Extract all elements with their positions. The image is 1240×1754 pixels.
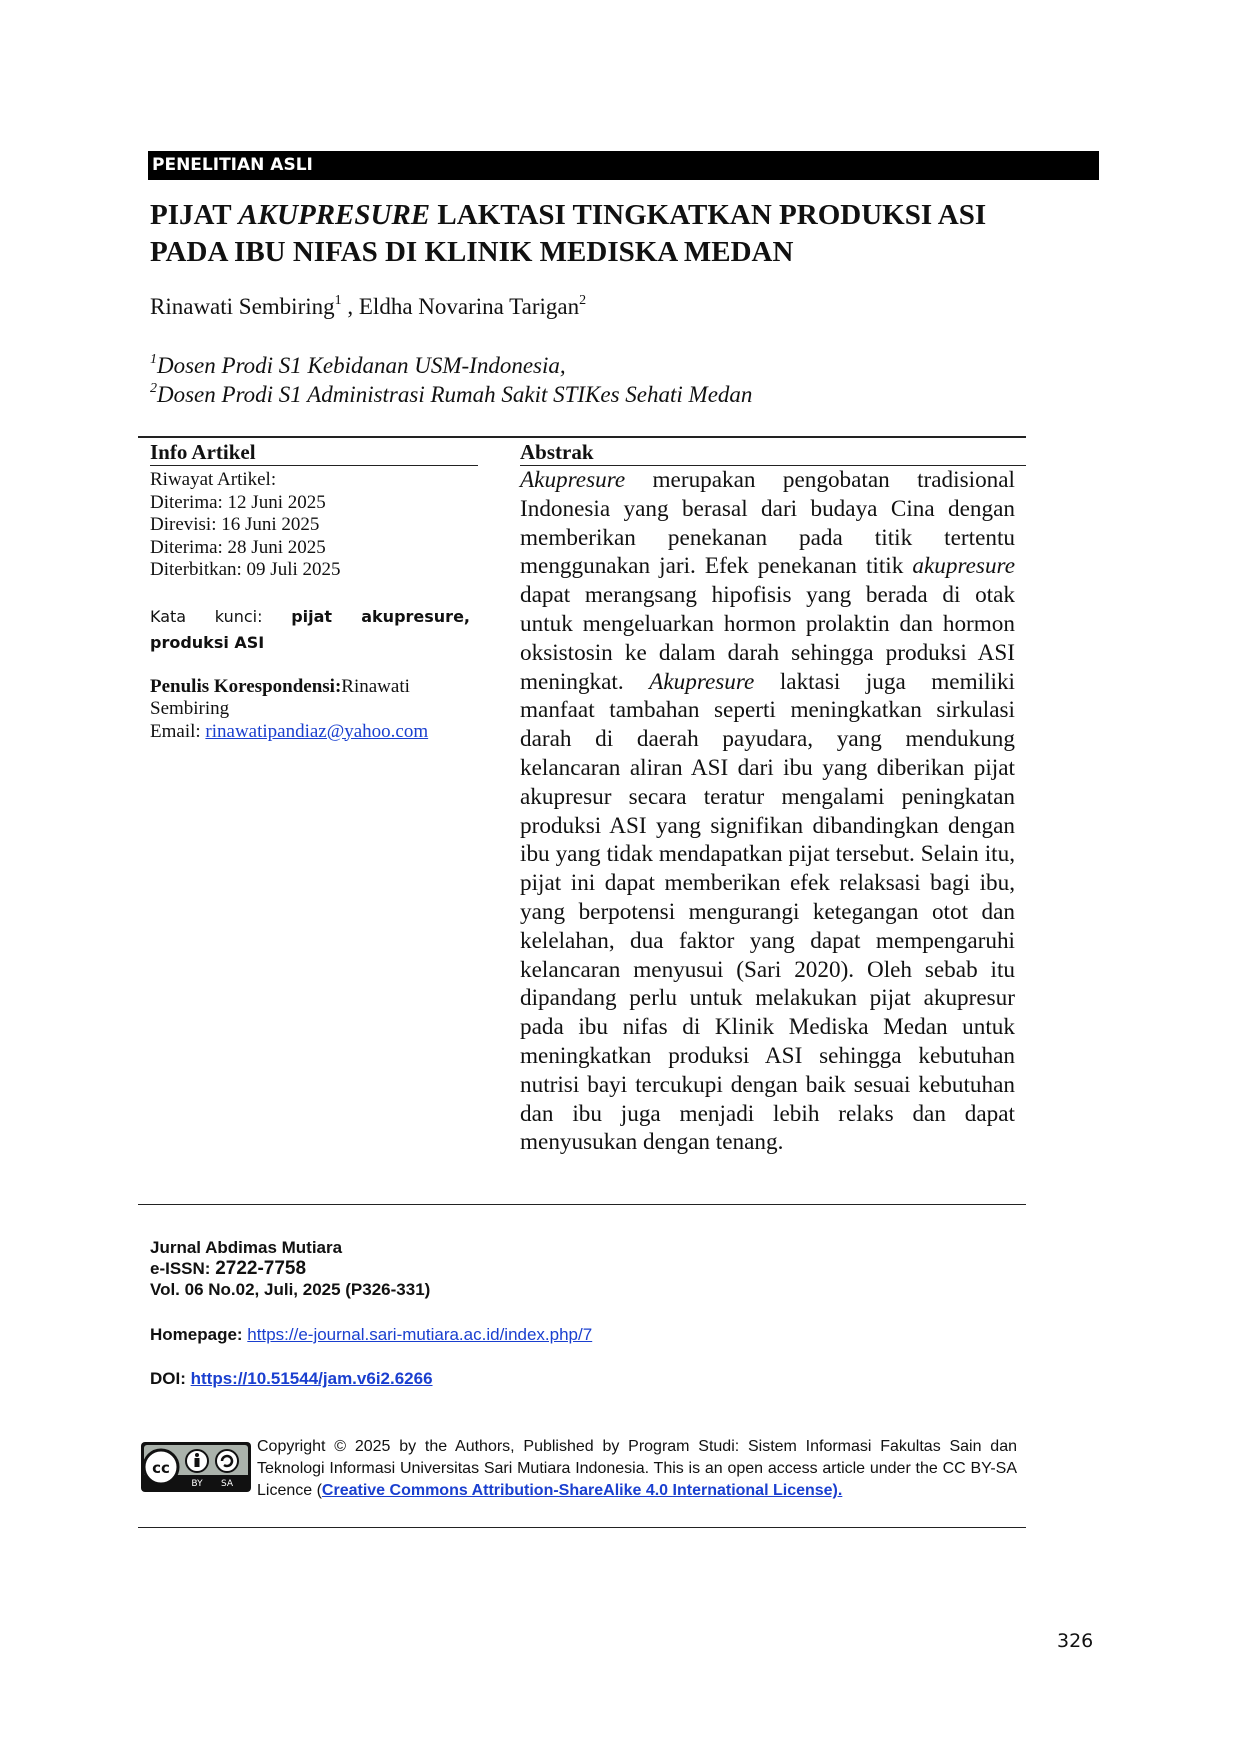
title-part-1: PIJAT — [150, 199, 239, 231]
article-title — [150, 197, 1050, 271]
affiliation-marker: 2 — [150, 381, 157, 396]
info-heading: Info Artikel — [150, 440, 256, 464]
title-line-2: PADA IBU NIFAS DI KLINIK MEDISKA MEDAN — [150, 236, 794, 268]
title-part-3: LAKTASI TINGKATKAN PRODUKSI ASI — [430, 199, 987, 231]
email-link[interactable]: rinawatipandiaz@yahoo.com — [205, 720, 429, 742]
abstract-text — [520, 466, 1015, 1157]
abstract-italic-term: Akupresure — [520, 467, 626, 493]
journal-name: Jurnal Abdimas Mutiara — [150, 1238, 343, 1257]
article-info — [150, 469, 470, 743]
author-list — [150, 293, 586, 320]
homepage-link[interactable]: https://e-journal.sari-mutiara.ac.id/index.php/7 — [247, 1325, 593, 1344]
footer-rule — [138, 1527, 1026, 1528]
title-part-2: AKUPRESURE — [238, 199, 431, 231]
keywords-text: pijat akupresure, produksi ASI — [150, 606, 470, 652]
issn-label: e-ISSN: — [150, 1259, 216, 1278]
info-heading-rule — [150, 465, 478, 466]
author-affil-marker: 2 — [579, 293, 587, 308]
affiliation — [150, 381, 752, 408]
copyright-notice — [257, 1436, 1017, 1502]
affiliation-text: Dosen Prodi S1 Administrasi Rumah Sakit STIKes Sehati Medan — [157, 382, 753, 407]
homepage-label: Homepage: — [150, 1325, 248, 1344]
abstract-text-part: laktasi juga memiliki manfaat tambahan seperti meningkatkan sirkulasi darah di daerah payudara, yang mendukung kelancaran aliran ASI dari ibu yang diberikan pijat akupresur secara teratur mengalami peningkatan produksi ASI yang signifikan dibandingkan dengan ibu yang tidak mendapatkan pijat tersebut. Selain itu, pijat ini dapat memberikan efek relaksasi bagi ibu, yang berpotensi mengurangi ketegangan otot dan kelelahan, dua faktor yang dapat mempengaruhi kelancaran menyusui (Sari 2020). Oleh sebab itu dipandang perlu untuk melakukan pijat akupresur pada ibu nifas di Klinik Mediska Medan untuk meningkatkan produksi ASI sehingga kebutuhan nutrisi bayi tercukupi dengan baik sesuai kebutuhan dan ibu juga menjadi lebih relaks dan dapat menyusukan dengan tenang. — [520, 668, 1015, 1156]
email-label: Email: — [150, 720, 206, 742]
author-name: Rinawati Sembiring — [150, 294, 335, 319]
abstract-italic-term: akupresure — [912, 553, 1015, 580]
section-label: PENELITIAN ASLI — [148, 151, 1099, 180]
license-link[interactable]: Creative Commons Attribution-ShareAlike 4.0 International License). — [321, 1482, 843, 1499]
journal-issn — [150, 1258, 430, 1279]
journal-info — [150, 1237, 430, 1300]
history-item: Direvisi: 16 Juni 2025 — [150, 514, 320, 535]
journal-volume: Vol. 06 No.02, Juli, 2025 (P326-331) — [150, 1280, 431, 1299]
abstract-text-part: merupakan pengobatan tradisional Indonesia yang berasal dari budaya Cina dengan memberikan penekanan pada titik tertentu menggunakan jari. Efek penekanan titik — [520, 467, 1015, 580]
corresponding-name: Rinawati Sembiring — [150, 675, 410, 719]
abstract-text-part: dapat merangsang hipofisis yang berada di otak untuk mengeluarkan hormon prolaktin dan hormon oksistosin ke dalam darah sehingga produksi ASI meningkat. — [520, 582, 1015, 695]
cc-by-sa-badge-icon — [141, 1442, 251, 1492]
doi-label: DOI: — [150, 1369, 191, 1388]
affiliation-text: Dosen Prodi S1 Kebidanan USM-Indonesia, — [157, 353, 566, 378]
table-top-rule — [138, 436, 1026, 438]
author-name: Eldha Novarina Tarigan — [358, 294, 580, 319]
badge-sa-label: SA — [220, 1479, 234, 1489]
history-item: Diterima: 28 Juni 2025 — [150, 536, 326, 558]
abstract-heading: Abstrak — [520, 440, 594, 464]
table-bottom-rule — [138, 1204, 1026, 1205]
author-separator: , — [341, 294, 359, 319]
corresponding-author — [150, 676, 470, 744]
doi-line — [150, 1369, 433, 1389]
doi-link[interactable]: https://10.51544/jam.v6i2.6266 — [190, 1369, 433, 1388]
abstract-italic-term: Akupresure — [649, 668, 755, 695]
history-item: Diterima: 12 Juni 2025 — [150, 491, 326, 513]
keywords — [150, 604, 470, 656]
issn-value: 2722-7758 — [215, 1258, 307, 1279]
page-number: 326 — [1057, 1630, 1094, 1652]
badge-by-label: BY — [191, 1479, 203, 1489]
corresponding-label: Penulis Korespondensi: — [150, 675, 342, 697]
affiliation — [150, 352, 566, 379]
homepage-line — [150, 1325, 592, 1345]
svg-text:cc: cc — [152, 1459, 170, 1477]
history-label: Riwayat Artikel: — [150, 469, 277, 490]
keywords-label: Kata kunci: — [150, 606, 263, 626]
copyright-text: Copyright © 2025 by the Authors, Published by Program Studi: Sistem Informasi Fakultas Sain dan Teknologi Informasi Universitas Sari Mutiara Indonesia. This is an open access article under the CC BY-SA Licence ( — [257, 1438, 1017, 1499]
history-item: Diterbitkan: 09 Juli 2025 — [150, 559, 341, 580]
affiliation-marker: 1 — [150, 352, 157, 367]
author-affil-marker: 1 — [334, 293, 342, 308]
